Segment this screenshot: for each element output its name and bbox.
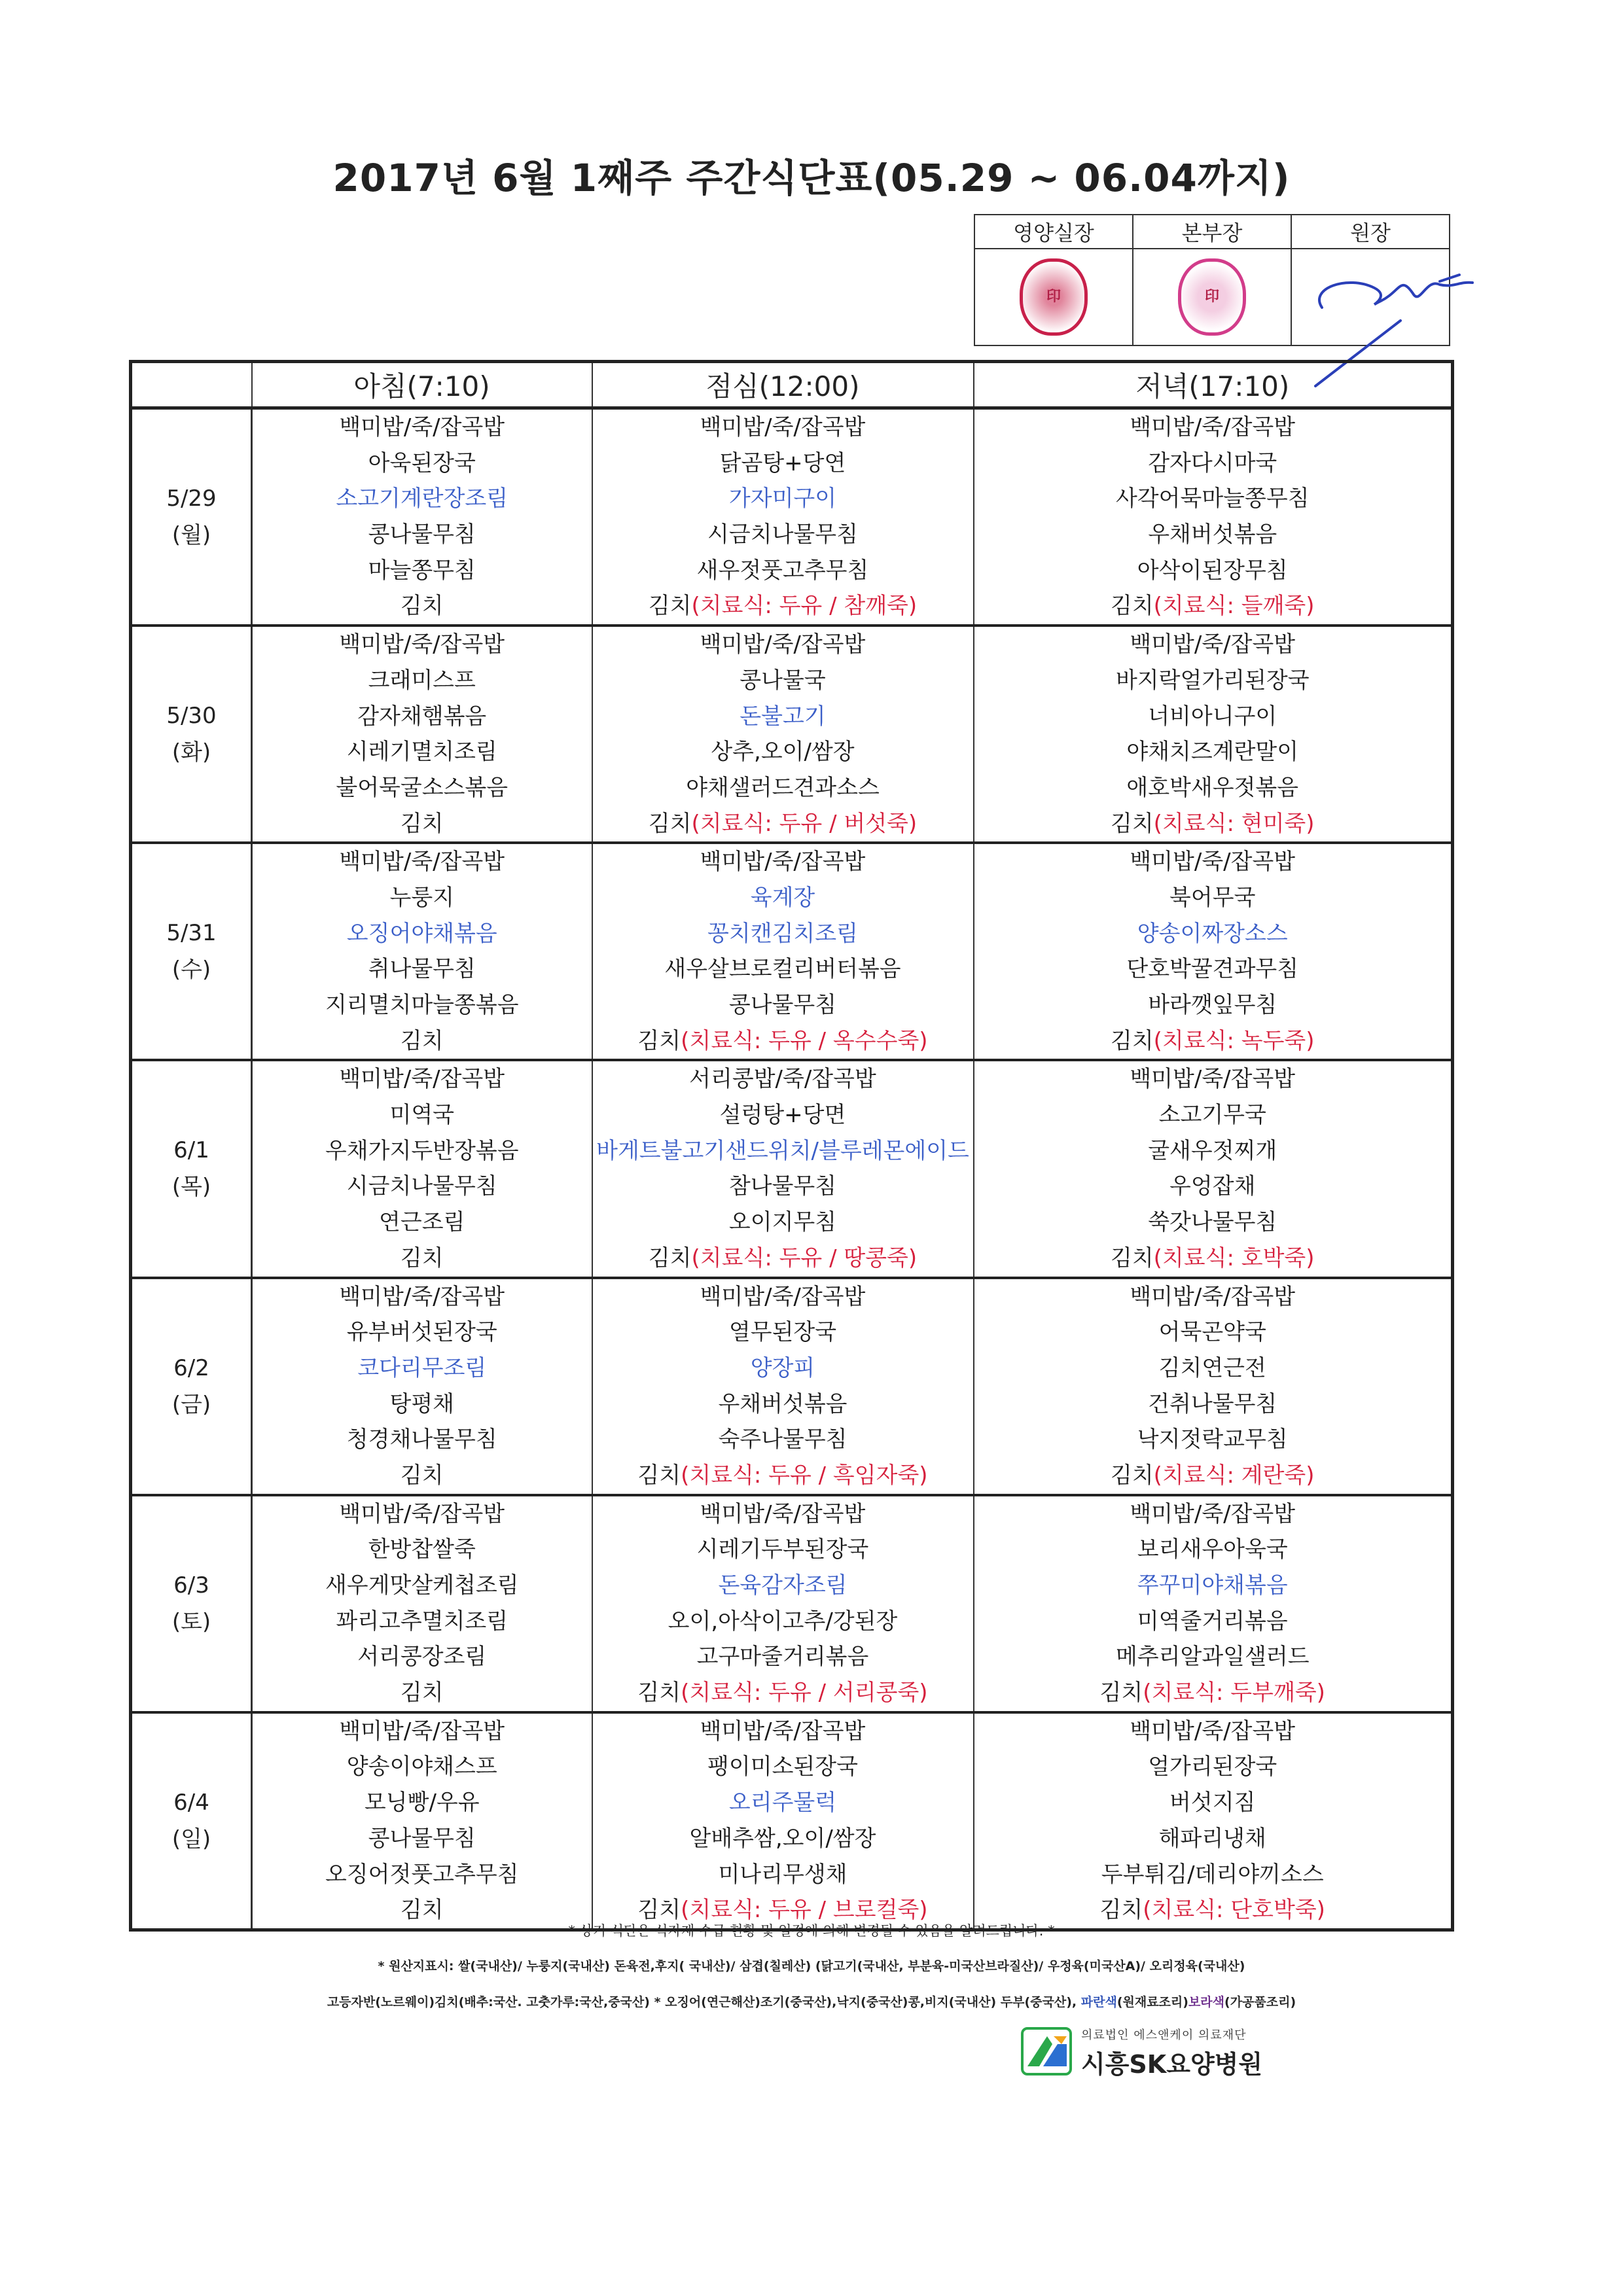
lunch-cell (592, 1060, 974, 1277)
header-lunch: 점심(12:00) (592, 362, 974, 408)
menu-item: 육계장 (750, 884, 815, 911)
header-breakfast: 아침(7:10) (252, 362, 592, 408)
menu-item: 백미밥/죽/잡곡밥 (1130, 1500, 1296, 1527)
menu-item: 우엉잡채 (1169, 1173, 1256, 1200)
menu-item: 참나물무침 (728, 1173, 837, 1200)
menu-item: 새우게맛살케첩조림 (325, 1572, 519, 1598)
kimchi-label: 김치 (1110, 1245, 1154, 1271)
day-row (131, 1278, 1453, 1495)
therapeutic-diet-note: (치료식: 두부깨죽) (1143, 1680, 1325, 1706)
therapeutic-diet-note: (치료식: 두유 / 버섯죽) (691, 810, 918, 837)
menu-item: 두부튀김/데리야끼소스 (1101, 1861, 1324, 1888)
menu-item: 탕평채 (389, 1390, 455, 1417)
menu-item: 소고기계란장조림 (336, 486, 508, 512)
menu-item: 우채버섯볶음 (718, 1390, 847, 1417)
kimchi-label: 김치 (637, 1680, 681, 1706)
menu-item: 백미밥/죽/잡곡밥 (339, 414, 505, 440)
legend-purple: 보라색 (1188, 1995, 1225, 2009)
menu-item: 꽁치캔김치조림 (707, 920, 858, 947)
kimchi-label: 김치 (1110, 1462, 1154, 1489)
menu-item: 한방찹쌀죽 (368, 1536, 476, 1563)
dinner-cell (974, 843, 1453, 1060)
menu-item: 시레기두부된장국 (696, 1536, 869, 1563)
dinner-cell (974, 408, 1453, 626)
menu-item-kimchi-special (974, 806, 1452, 842)
approval-header-nutrition: 영양실장 (974, 215, 1133, 249)
menu-item: 연근조림 (379, 1209, 465, 1236)
origin-label-line-1: * 원산지표시: 쌀(국내산)/ 누룽지(국내산) 돈육전,후지( 국내산)/ 삼겹(칠레산) (닭고기(국내산, 부분육-미국산브라질산)/ 우정육(미국산A)/ 오리정육(국내산) (378, 1959, 1245, 1973)
menu-item-kimchi-special (974, 588, 1452, 624)
kimchi-label: 김치 (648, 1245, 692, 1271)
day-row (131, 1495, 1453, 1712)
menu-item: 감자채햄볶음 (357, 703, 487, 730)
lunch-cell (592, 1278, 974, 1495)
day-weekday: (화) (171, 739, 211, 766)
header-dinner: 저녁(17:10) (974, 362, 1453, 408)
menu-item-kimchi-special (593, 1675, 973, 1711)
menu-item: 백미밥/죽/잡곡밥 (700, 631, 866, 658)
menu-item-kimchi-special (974, 1241, 1452, 1277)
menu-item: 닭곰탕+당연 (719, 450, 846, 476)
menu-item: 사각어묵마늘쫑무침 (1115, 486, 1310, 512)
therapeutic-diet-note: (치료식: 들깨죽) (1153, 593, 1315, 620)
menu-item-kimchi-special (593, 1458, 973, 1494)
menu-item: 바게트불고기샌드위치/블루레몬에이드 (596, 1137, 969, 1164)
corner-cell (131, 362, 252, 408)
menu-item: 얼가리된장국 (1148, 1754, 1277, 1780)
legend-purple-desc: (가공품조리) (1224, 1995, 1296, 2009)
menu-item: 돈불고기 (740, 703, 826, 730)
menu-item: 오징어젓풋고추무침 (325, 1861, 519, 1888)
menu-item: 시레기멸치조림 (346, 739, 497, 766)
menu-item: 콩나물무침 (368, 1825, 476, 1852)
day-date: 6/4 (173, 1789, 209, 1816)
menu-item: 김치 (400, 1245, 444, 1271)
menu-item: 오리주물럭 (728, 1790, 837, 1816)
day-row (131, 408, 1453, 626)
menu-item: 백미밥/죽/잡곡밥 (339, 631, 505, 658)
approval-header-director: 본부장 (1133, 215, 1291, 249)
day-row (131, 1060, 1453, 1277)
menu-item: 백미밥/죽/잡곡밥 (1130, 1283, 1296, 1310)
day-label (131, 408, 252, 626)
menu-item: 새우젓풋고추무침 (696, 557, 869, 584)
day-weekday: (수) (171, 957, 211, 983)
change-notice: * 상기 식단은 식자재 수급 현황 및 일정에 의해 변경될 수 있음을 알려드립니다. * (568, 1923, 1055, 1939)
menu-item: 새우살브로컬리버터볶음 (664, 956, 901, 983)
menu-body (131, 408, 1453, 1930)
menu-item: 미역국 (389, 1102, 455, 1129)
page-title: 2017년 6월 1째주 주간식단표(05.29 ~ 06.04까지) (332, 156, 1291, 200)
menu-item: 돈육감자조림 (718, 1572, 847, 1598)
day-row (131, 1712, 1453, 1930)
menu-item: 마늘쫑무침 (368, 557, 476, 584)
menu-item: 콩나물무침 (368, 521, 476, 548)
origin-label-line-2 (0, 1992, 1623, 2010)
breakfast-cell (252, 1712, 592, 1930)
menu-item: 지리멸치마늘쫑볶음 (325, 992, 519, 1018)
day-label (131, 626, 252, 843)
menu-item: 양송이짜장소스 (1137, 920, 1288, 947)
day-label (131, 1495, 252, 1712)
therapeutic-diet-note: (치료식: 두유 / 참깨죽) (691, 593, 918, 620)
hospital-logo-icon (1021, 2027, 1072, 2075)
kimchi-label: 김치 (637, 1462, 681, 1489)
therapeutic-diet-note: (치료식: 계란죽) (1153, 1462, 1315, 1489)
menu-item: 백미밥/죽/잡곡밥 (1130, 849, 1296, 875)
menu-item: 버섯지짐 (1169, 1790, 1256, 1816)
menu-item: 아삭이된장무침 (1137, 557, 1288, 584)
menu-item: 단호박꿀견과무침 (1126, 956, 1299, 983)
day-label (131, 1712, 252, 1930)
menu-item: 김치 (400, 1027, 444, 1054)
kimchi-label: 김치 (1099, 1897, 1143, 1924)
menu-item: 감자다시마국 (1148, 450, 1277, 476)
menu-item: 청경채나물무침 (346, 1426, 497, 1453)
menu-item-kimchi-special (593, 1241, 973, 1277)
menu-item: 코다리무조림 (357, 1354, 487, 1381)
therapeutic-diet-note: (치료식: 두유 / 서리콩죽) (681, 1680, 928, 1706)
seal-stamp: 印 (1178, 258, 1246, 336)
lunch-cell (592, 626, 974, 843)
day-label (131, 843, 252, 1060)
menu-item: 불어묵굴소스볶음 (336, 774, 508, 801)
menu-item: 서리콩밥/죽/잡곡밥 (689, 1066, 876, 1093)
menu-item: 보리새우아욱국 (1137, 1536, 1288, 1563)
day-date: 5/30 (166, 703, 217, 730)
menu-item: 너비아니구이 (1148, 703, 1277, 730)
menu-item: 야채샐러드견과소스 (686, 774, 880, 801)
legend-blue: 파란색 (1080, 1995, 1117, 2009)
menu-item: 쭈꾸미야채볶음 (1137, 1572, 1288, 1598)
day-weekday: (일) (171, 1826, 211, 1852)
menu-item: 시금치나물무침 (707, 521, 858, 548)
menu-header-row (131, 362, 1453, 408)
dinner-cell (974, 1278, 1453, 1495)
menu-item-kimchi-special (974, 1458, 1452, 1494)
menu-item: 김치 (400, 810, 444, 837)
approval-header-president: 원장 (1291, 215, 1450, 249)
menu-item: 메추리알과일샐러드 (1115, 1644, 1310, 1670)
menu-item: 서리콩장조림 (357, 1644, 487, 1670)
kimchi-label: 김치 (1110, 810, 1154, 837)
day-date: 6/2 (173, 1354, 209, 1381)
day-label (131, 1060, 252, 1277)
menu-item: 쑥갓나물무침 (1148, 1209, 1277, 1236)
menu-item: 가자미구이 (728, 486, 837, 512)
menu-item: 꽈리고추멸치조림 (336, 1608, 508, 1634)
menu-item: 백미밥/죽/잡곡밥 (339, 849, 505, 875)
kimchi-label: 김치 (637, 1027, 681, 1054)
dinner-cell (974, 1495, 1453, 1712)
approval-sign-director (1133, 249, 1291, 345)
therapeutic-diet-note: (치료식: 단호박죽) (1143, 1897, 1325, 1924)
day-date: 6/3 (173, 1572, 209, 1598)
lunch-cell (592, 1495, 974, 1712)
kimchi-label: 김치 (1110, 1027, 1154, 1054)
menu-item: 설렁탕+당면 (719, 1102, 846, 1129)
menu-item: 콩나물무침 (728, 992, 837, 1018)
breakfast-cell (252, 1278, 592, 1495)
kimchi-label: 김치 (1099, 1680, 1143, 1706)
therapeutic-diet-note: (치료식: 녹두죽) (1153, 1027, 1315, 1054)
breakfast-cell (252, 1060, 592, 1277)
menu-item: 애호박새우젓볶음 (1126, 774, 1299, 801)
hospital-name: 시흥SK요양병원 (1081, 2050, 1263, 2079)
kimchi-label: 김치 (637, 1897, 681, 1924)
kimchi-label: 김치 (1110, 593, 1154, 620)
menu-item: 백미밥/죽/잡곡밥 (700, 1500, 866, 1527)
menu-item: 김치 (400, 1680, 444, 1706)
menu-item: 김치 (400, 1462, 444, 1489)
day-row (131, 843, 1453, 1060)
breakfast-cell (252, 843, 592, 1060)
menu-item-kimchi-special (974, 1023, 1452, 1059)
therapeutic-diet-note: (치료식: 두유 / 옥수수죽) (681, 1027, 928, 1054)
menu-item: 어묵곤약국 (1158, 1319, 1266, 1346)
dinner-cell (974, 1712, 1453, 1930)
menu-item: 양송이야채스프 (346, 1754, 497, 1780)
menu-item: 우채가지두반장볶음 (325, 1137, 519, 1164)
menu-item: 해파리냉채 (1158, 1825, 1266, 1852)
menu-item: 백미밥/죽/잡곡밥 (700, 1283, 866, 1310)
therapeutic-diet-note: (치료식: 호박죽) (1153, 1245, 1315, 1271)
menu-item-kimchi-special (593, 806, 973, 842)
breakfast-cell (252, 408, 592, 626)
menu-item: 양장피 (750, 1354, 815, 1381)
menu-item: 팽이미소된장국 (707, 1754, 858, 1780)
menu-item: 오이,아삭이고추/강된장 (668, 1608, 898, 1634)
menu-item: 백미밥/죽/잡곡밥 (339, 1718, 505, 1744)
lunch-cell (592, 408, 974, 626)
menu-item: 미나리무생채 (718, 1861, 847, 1888)
menu-item: 오이지무침 (728, 1209, 837, 1236)
kimchi-label: 김치 (648, 810, 692, 837)
menu-item-kimchi-special (593, 588, 973, 624)
menu-item: 알배추쌈,오이/쌈장 (689, 1825, 876, 1852)
therapeutic-diet-note: (치료식: 두유 / 땅콩죽) (691, 1245, 918, 1271)
menu-item: 열무된장국 (728, 1319, 837, 1346)
menu-item: 콩나물국 (740, 667, 826, 694)
menu-item: 유부버섯된장국 (346, 1319, 497, 1346)
day-date: 5/29 (166, 486, 217, 512)
therapeutic-diet-note: (치료식: 두유 / 브로컬죽) (681, 1897, 928, 1924)
menu-item: 김치 (400, 593, 444, 620)
day-weekday: (월) (171, 522, 211, 549)
menu-item: 굴새우젓찌개 (1148, 1137, 1277, 1164)
menu-item: 바라깻잎무침 (1148, 992, 1277, 1018)
dinner-cell (974, 1060, 1453, 1277)
menu-item: 건취나물무침 (1148, 1390, 1277, 1417)
menu-item: 백미밥/죽/잡곡밥 (339, 1500, 505, 1527)
menu-item: 백미밥/죽/잡곡밥 (700, 1718, 866, 1744)
menu-item: 취나물무침 (368, 956, 476, 983)
menu-item: 누룽지 (389, 884, 455, 911)
menu-item: 백미밥/죽/잡곡밥 (339, 1283, 505, 1310)
menu-item: 백미밥/죽/잡곡밥 (1130, 414, 1296, 440)
breakfast-cell (252, 1495, 592, 1712)
day-date: 5/31 (166, 920, 217, 947)
menu-item: 백미밥/죽/잡곡밥 (339, 1066, 505, 1093)
menu-item: 고구마줄거리볶음 (696, 1644, 869, 1670)
day-weekday: (토) (171, 1608, 211, 1635)
menu-item: 크래미스프 (368, 667, 476, 694)
menu-item: 시금치나물무침 (346, 1173, 497, 1200)
weekly-menu-table (129, 360, 1454, 1932)
kimchi-label: 김치 (648, 593, 692, 620)
legend-blue-desc: (원재료조리) (1116, 1995, 1188, 2009)
dinner-cell (974, 626, 1453, 843)
hospital-logo (1021, 2026, 1329, 2078)
day-weekday: (목) (171, 1174, 211, 1201)
menu-item: 야채치즈계란말이 (1126, 739, 1299, 766)
menu-item: 숙주나물무침 (718, 1426, 847, 1453)
menu-item: 김치 (400, 1897, 444, 1924)
therapeutic-diet-note: (치료식: 현미죽) (1153, 810, 1315, 837)
origin-text: 고등자반(노르웨이)김치(배추:국산. 고춧가루:국산,중국산) * 오징어(연근해산)조기(중국산),낙지(중국산)콩,비지(국내산) 두부(중국산), (327, 1995, 1081, 2009)
menu-item-kimchi-special (593, 1023, 973, 1059)
menu-item: 백미밥/죽/잡곡밥 (700, 414, 866, 440)
menu-item: 백미밥/죽/잡곡밥 (1130, 631, 1296, 658)
lunch-cell (592, 1712, 974, 1930)
day-date: 6/1 (173, 1137, 209, 1164)
day-label (131, 1278, 252, 1495)
menu-item: 소고기무국 (1158, 1102, 1266, 1129)
menu-item: 북어무국 (1169, 884, 1256, 911)
menu-item: 백미밥/죽/잡곡밥 (1130, 1718, 1296, 1744)
breakfast-cell (252, 626, 592, 843)
menu-item: 김치연근전 (1158, 1354, 1266, 1381)
hospital-foundation: 의료법인 에스앤케이 의료재단 (1081, 2028, 1247, 2042)
approval-sign-nutrition (974, 249, 1133, 345)
lunch-cell (592, 843, 974, 1060)
menu-item-kimchi-special (974, 1675, 1452, 1711)
menu-item: 우채버섯볶음 (1148, 521, 1277, 548)
seal-stamp: 印 (1020, 258, 1088, 336)
menu-item: 백미밥/죽/잡곡밥 (1130, 1066, 1296, 1093)
menu-item: 미역줄거리볶음 (1137, 1608, 1288, 1634)
menu-item: 모닝빵/우유 (364, 1790, 480, 1816)
menu-item: 낙지젓락교무침 (1137, 1426, 1288, 1453)
menu-item: 아욱된장국 (368, 450, 476, 476)
day-row (131, 626, 1453, 843)
day-weekday: (금) (171, 1391, 211, 1418)
therapeutic-diet-note: (치료식: 두유 / 흑임자죽) (681, 1462, 928, 1489)
menu-item: 오징어야채볶음 (346, 920, 497, 947)
menu-item: 상추,오이/쌈장 (711, 739, 855, 766)
menu-item: 바지락얼가리된장국 (1115, 667, 1310, 694)
menu-item: 백미밥/죽/잡곡밥 (700, 849, 866, 875)
